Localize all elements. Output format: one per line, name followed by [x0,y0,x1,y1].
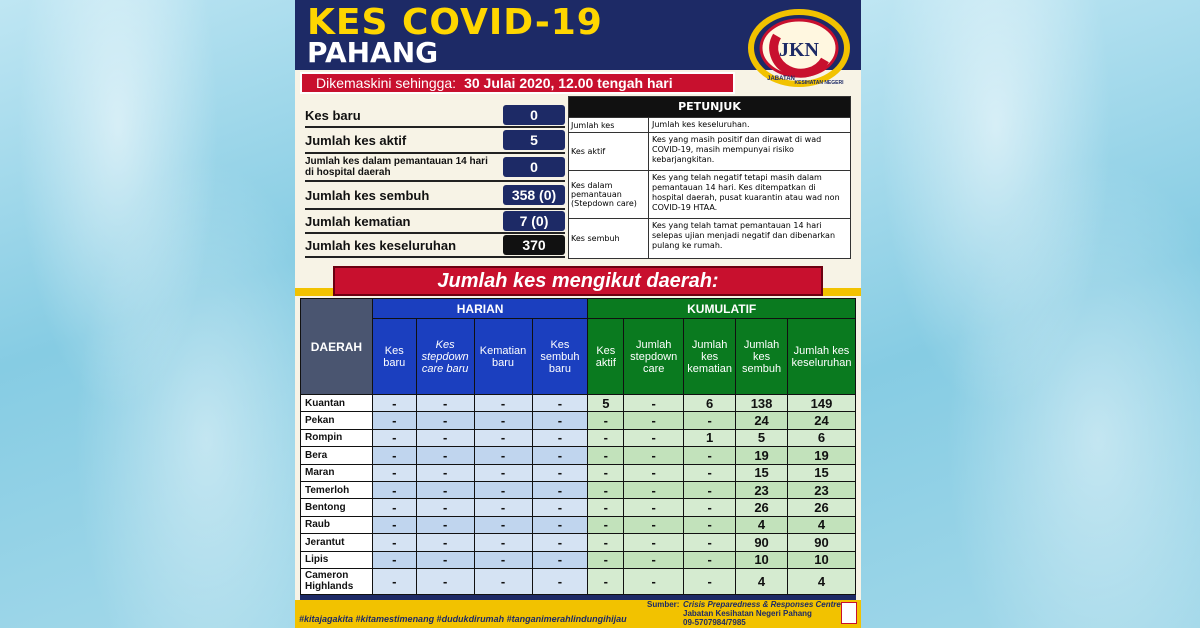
source-line: 09-5707984/7985 [683,618,746,627]
cell-kumulatif: 90 [788,534,856,551]
cell-harian: - [372,395,416,412]
stat-value: 0 [503,157,565,177]
cell-harian: - [474,464,532,481]
update-bar [300,72,735,94]
cell-kumulatif: - [624,534,684,551]
cell-kumulatif: 4 [736,516,788,533]
district-table-wrap [300,298,856,600]
cell-harian: - [474,429,532,446]
covid-poster [295,0,861,628]
petunjuk-term: Jumlah kes [569,118,649,132]
cell-kumulatif: - [588,551,624,568]
cell-kumulatif: 24 [788,412,856,429]
cell-kumulatif: - [684,568,736,594]
group-kumulatif: KUMULATIF [588,299,856,319]
cell-harian: - [372,447,416,464]
cell-harian: - [372,534,416,551]
cell-harian: - [372,429,416,446]
table-row [301,395,856,412]
cell-harian: - [416,447,474,464]
cell-harian: - [474,499,532,516]
cell-kumulatif: 6 [788,429,856,446]
stat-value: 0 [503,105,565,125]
cell-kumulatif: - [588,499,624,516]
cell-harian: - [532,534,588,551]
cell-harian: - [532,395,588,412]
cell-daerah: Lipis [301,551,373,568]
cell-daerah: Maran [301,464,373,481]
cell-harian: - [474,516,532,533]
table-row [301,516,856,533]
group-harian: HARIAN [372,299,588,319]
source-line: Jabatan Kesihatan Negeri Pahang [683,609,812,618]
cell-kumulatif: 4 [788,516,856,533]
update-label: Dikemaskini sehingga: [316,75,457,91]
cell-kumulatif: 10 [736,551,788,568]
cell-kumulatif: 23 [788,481,856,498]
logo-text: JKN [779,39,819,61]
stats-panel [305,104,565,258]
cell-kumulatif: 6 [684,395,736,412]
cell-kumulatif: - [624,447,684,464]
petunjuk-row [569,218,850,258]
district-banner: Jumlah kes mengikut daerah: [333,266,823,296]
cell-kumulatif: 19 [788,447,856,464]
cell-harian: - [372,568,416,594]
cell-harian: - [474,481,532,498]
cell-kumulatif: 19 [736,447,788,464]
col-sembuh-baru: Kes sembuh baru [532,319,588,395]
cell-kumulatif: 24 [736,412,788,429]
kkm-mini-logo [841,602,857,624]
poster-title: KES COVID-19 [307,2,603,43]
cell-kumulatif: 4 [736,568,788,594]
cell-daerah: Bentong [301,499,373,516]
stat-kes-sembuh [305,182,565,210]
cell-harian: - [372,499,416,516]
cell-kumulatif: 26 [736,499,788,516]
stat-pemantauan [305,154,565,182]
cell-kumulatif: - [624,464,684,481]
petunjuk-term: Kes sembuh [569,219,649,258]
cell-harian: - [416,481,474,498]
cell-daerah: Jerantut [301,534,373,551]
cell-harian: - [372,516,416,533]
source-line: Crisis Preparedness & Responses Centre [683,600,841,609]
cell-harian: - [372,481,416,498]
petunjuk-term: Kes aktif [569,133,649,170]
cell-harian: - [532,499,588,516]
logo-sub-text: JABATAN [767,76,795,82]
col-stepdown-jumlah: Jumlah stepdown care [624,319,684,395]
petunjuk-desc: Jumlah kes keseluruhan. [652,120,750,129]
cell-daerah: Bera [301,447,373,464]
petunjuk-row [569,132,850,170]
cell-kumulatif: - [624,429,684,446]
background-water-right [860,0,1200,628]
table-row [301,568,856,594]
table-row [301,499,856,516]
cell-kumulatif: - [684,516,736,533]
background-water-left [0,0,295,628]
stat-label: Jumlah kes sembuh [305,187,430,203]
logo-ring-text: KESIHATAN NEGERI [794,80,844,86]
source-label: Sumber: [647,600,680,609]
stat-label: Kes baru [305,107,361,123]
table-row [301,447,856,464]
stat-kes-aktif [305,128,565,154]
cell-harian: - [372,551,416,568]
cell-kumulatif: - [588,464,624,481]
stat-value: 5 [503,130,565,150]
col-kes-baru: Kes baru [372,319,416,395]
cell-kumulatif: - [588,429,624,446]
cell-kumulatif: 26 [788,499,856,516]
cell-harian: - [474,395,532,412]
cell-daerah: Pekan [301,412,373,429]
cell-kumulatif: - [684,447,736,464]
col-kes-aktif: Kes aktif [588,319,624,395]
stat-value: 358 (0) [503,185,565,205]
cell-harian: - [416,395,474,412]
cell-harian: - [532,568,588,594]
petunjuk-legend [568,96,851,259]
cell-harian: - [474,568,532,594]
col-sembuh-jumlah: Jumlah kes sembuh [736,319,788,395]
cell-daerah: Temerloh [301,481,373,498]
cell-kumulatif: - [684,481,736,498]
cell-kumulatif: 138 [736,395,788,412]
stat-label: Jumlah kes dalam pemantauan 14 hari di hospital daerah [305,156,488,178]
petunjuk-desc: Kes yang telah negatif tetapi masih dalam pemantauan 14 hari. Kes ditempatkan di hospital daerah, pusat kuarantin atau wad non COVID-19 HTAA. [652,173,840,212]
cell-kumulatif: - [624,551,684,568]
petunjuk-desc: Kes yang masih positif dan dirawat di wad COVID-19, masih mempunyai risiko kebarjangkitan. [652,135,822,164]
col-stepdown-baru: Kes stepdown care baru [416,319,474,395]
stat-label: Jumlah kes aktif [305,132,407,148]
cell-daerah: Raub [301,516,373,533]
stat-kes-baru [305,104,565,128]
petunjuk-row [569,170,850,218]
petunjuk-desc: Kes yang telah tamat pemantauan 14 hari selepas ujian menjadi negatif dan dibenarkan pulang ke rumah. [652,221,836,250]
cell-kumulatif: 5 [736,429,788,446]
stat-label: Jumlah kes keseluruhan [305,237,457,253]
cell-kumulatif: - [624,412,684,429]
jkn-logo [747,6,851,90]
update-value: 30 Julai 2020, 12.00 tengah hari [464,75,673,91]
cell-kumulatif: - [588,447,624,464]
cell-kumulatif: 149 [788,395,856,412]
cell-harian: - [532,429,588,446]
cell-kumulatif: - [624,481,684,498]
cell-harian: - [416,534,474,551]
cell-kumulatif: - [624,395,684,412]
source-block [647,600,841,627]
cell-kumulatif: 5 [588,395,624,412]
poster-subtitle: PAHANG [307,36,439,69]
cell-harian: - [372,412,416,429]
cell-harian: - [474,534,532,551]
stat-label: Jumlah kematian [305,213,411,229]
table-row [301,534,856,551]
cell-harian: - [416,464,474,481]
stat-keseluruhan [305,234,565,258]
stat-value: 7 (0) [503,211,565,231]
cell-kumulatif: 90 [736,534,788,551]
stat-value: 370 [503,235,565,255]
cell-kumulatif: - [588,412,624,429]
cell-kumulatif: - [588,481,624,498]
cell-harian: - [532,447,588,464]
cell-harian: - [372,464,416,481]
stat-kematian [305,210,565,234]
cell-harian: - [474,412,532,429]
hashtags: #kitajagakita #kitamestimenang #dudukdirumah #tanganimerahlindungihijau [299,614,627,624]
cell-harian: - [416,499,474,516]
cell-kumulatif: 15 [788,464,856,481]
cell-harian: - [416,551,474,568]
cell-harian: - [532,481,588,498]
cell-kumulatif: 4 [788,568,856,594]
cell-harian: - [416,568,474,594]
table-row [301,551,856,568]
col-kematian-jumlah: Jumlah kes kematian [684,319,736,395]
cell-kumulatif: - [588,516,624,533]
cell-harian: - [474,551,532,568]
petunjuk-title: PETUNJUK [569,97,850,117]
cell-kumulatif: - [624,568,684,594]
cell-harian: - [532,464,588,481]
table-row [301,481,856,498]
cell-kumulatif: - [684,412,736,429]
cell-daerah: Kuantan [301,395,373,412]
cell-harian: - [532,412,588,429]
cell-daerah: Rompin [301,429,373,446]
cell-kumulatif: - [624,499,684,516]
cell-kumulatif: - [684,464,736,481]
table-row [301,412,856,429]
table-row [301,464,856,481]
cell-kumulatif: - [624,516,684,533]
col-kematian-baru: Kematian baru [474,319,532,395]
cell-kumulatif: - [684,534,736,551]
petunjuk-term: Kes dalam pemantauan (Stepdown care) [569,171,649,218]
cell-harian: - [532,516,588,533]
cell-kumulatif: - [684,499,736,516]
col-keseluruhan: Jumlah kes keseluruhan [788,319,856,395]
cell-harian: - [416,516,474,533]
cell-kumulatif: 23 [736,481,788,498]
cell-harian: - [474,447,532,464]
cell-harian: - [532,551,588,568]
cell-kumulatif: 15 [736,464,788,481]
cell-kumulatif: - [684,551,736,568]
cell-kumulatif: 10 [788,551,856,568]
cell-kumulatif: - [588,534,624,551]
cell-harian: - [416,429,474,446]
cell-daerah: Cameron Highlands [301,568,373,594]
cell-kumulatif: 1 [684,429,736,446]
district-table [300,298,856,595]
cell-harian: - [416,412,474,429]
cell-kumulatif: - [588,568,624,594]
petunjuk-row [569,117,850,132]
col-daerah: DAERAH [301,299,373,395]
table-row [301,429,856,446]
